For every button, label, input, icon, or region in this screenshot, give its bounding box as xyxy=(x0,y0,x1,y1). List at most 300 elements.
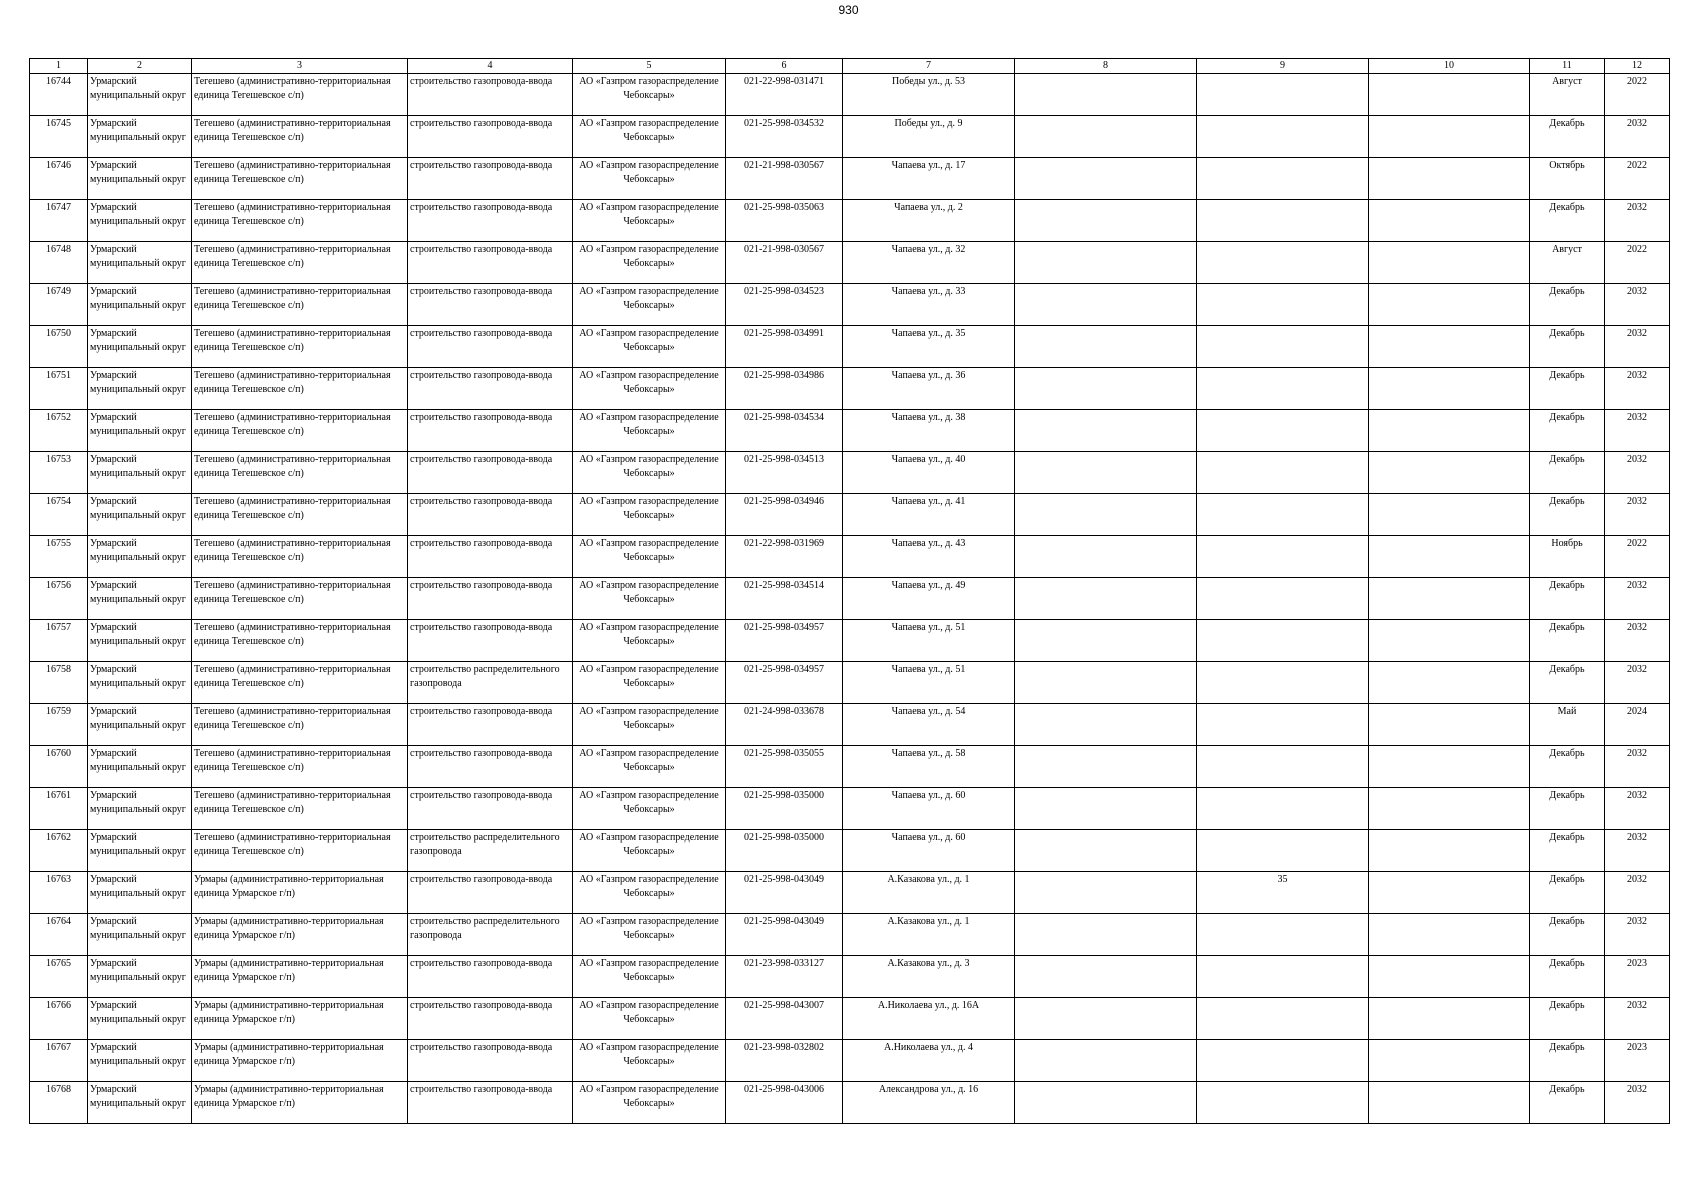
cell-col-10-text xyxy=(1371,200,1527,241)
cell-district-text: Урмарский муниципальный округ xyxy=(90,916,186,941)
cell-month xyxy=(1530,368,1605,410)
cell-record-id-text: 16767 xyxy=(46,1042,71,1053)
cell-settlement-text: Тегешево (административно-территориальная единица Тегешевское с/п) xyxy=(194,538,391,563)
cell-col-9-text xyxy=(1199,1082,1366,1123)
cell-settlement xyxy=(192,1082,408,1124)
cell-address-text: А.Николаева ул., д. 16А xyxy=(877,1000,980,1011)
cell-district xyxy=(88,788,192,830)
cell-year xyxy=(1605,662,1670,704)
cell-col-8-text xyxy=(1017,116,1194,157)
cell-col-10-text xyxy=(1371,74,1527,115)
cell-district xyxy=(88,368,192,410)
cell-col-10-text xyxy=(1371,620,1527,661)
column-header: 11 xyxy=(1530,59,1605,74)
cell-col-8 xyxy=(1015,74,1197,116)
cell-month xyxy=(1530,284,1605,326)
cell-month xyxy=(1530,494,1605,536)
cell-object-code xyxy=(726,158,843,200)
cell-district-text: Урмарский муниципальный округ xyxy=(90,664,186,689)
cell-record-id xyxy=(30,200,88,242)
cell-work-type xyxy=(408,200,573,242)
cell-organization xyxy=(573,410,726,452)
cell-month-text: Декабрь xyxy=(1549,454,1585,465)
cell-address-text: Чапаева ул., д. 2 xyxy=(894,202,963,213)
cell-record-id-text: 16744 xyxy=(46,76,71,87)
table-row xyxy=(30,1040,1670,1082)
cell-settlement-text: Тегешево (административно-территориальная единица Тегешевское с/п) xyxy=(194,202,391,227)
cell-object-code xyxy=(726,956,843,998)
cell-month-text: Декабрь xyxy=(1549,1084,1585,1095)
cell-record-id xyxy=(30,368,88,410)
cell-organization xyxy=(573,494,726,536)
cell-work-type-text: строительство газопровода-ввода xyxy=(410,202,553,213)
cell-month-text: Декабрь xyxy=(1549,790,1585,801)
cell-col-9 xyxy=(1197,578,1369,620)
cell-col-8-text xyxy=(1017,410,1194,451)
cell-col-8 xyxy=(1015,914,1197,956)
cell-col-10-text xyxy=(1371,914,1527,955)
cell-year-text: 2032 xyxy=(1627,748,1647,759)
table-row xyxy=(30,998,1670,1040)
cell-work-type-text: строительство газопровода-ввода xyxy=(410,958,553,969)
cell-month xyxy=(1530,788,1605,830)
cell-col-10-text xyxy=(1371,536,1527,577)
cell-col-9 xyxy=(1197,1082,1369,1124)
cell-col-9-text xyxy=(1199,536,1366,577)
column-header: 5 xyxy=(573,59,726,74)
cell-month-text: Декабрь xyxy=(1549,202,1585,213)
cell-district xyxy=(88,998,192,1040)
cell-settlement-text: Тегешево (административно-территориальная единица Тегешевское с/п) xyxy=(194,286,391,311)
cell-work-type xyxy=(408,284,573,326)
cell-col-9-text xyxy=(1199,998,1366,1039)
cell-district xyxy=(88,410,192,452)
cell-col-9-text xyxy=(1199,914,1366,955)
cell-district-text: Урмарский муниципальный округ xyxy=(90,958,186,983)
cell-month xyxy=(1530,998,1605,1040)
cell-col-9-text: 35 xyxy=(1277,874,1288,885)
cell-col-9 xyxy=(1197,452,1369,494)
cell-col-9-text xyxy=(1199,326,1366,367)
cell-record-id-text: 16760 xyxy=(46,748,71,759)
cell-col-8-text xyxy=(1017,998,1194,1039)
cell-district xyxy=(88,914,192,956)
cell-month xyxy=(1530,116,1605,158)
cell-col-8 xyxy=(1015,158,1197,200)
cell-organization-text: АО «Газпром газораспределение Чебоксары» xyxy=(579,538,719,563)
cell-work-type-text: строительство газопровода-ввода xyxy=(410,412,553,423)
cell-record-id-text: 16755 xyxy=(46,538,71,549)
cell-district xyxy=(88,200,192,242)
cell-address-text: Чапаева ул., д. 54 xyxy=(891,706,966,717)
cell-work-type-text: строительство распределительного газопровода xyxy=(410,916,560,941)
cell-col-9 xyxy=(1197,872,1369,914)
cell-year-text: 2032 xyxy=(1627,1084,1647,1095)
cell-work-type xyxy=(408,620,573,662)
cell-settlement-text: Тегешево (административно-территориальная единица Тегешевское с/п) xyxy=(194,664,391,689)
cell-record-id xyxy=(30,452,88,494)
cell-col-10-text xyxy=(1371,788,1527,829)
cell-year-text: 2032 xyxy=(1627,790,1647,801)
cell-work-type-text: строительство газопровода-ввода xyxy=(410,706,553,717)
column-header: 4 xyxy=(408,59,573,74)
cell-object-code xyxy=(726,410,843,452)
cell-month-text: Декабрь xyxy=(1549,874,1585,885)
cell-work-type-text: строительство газопровода-ввода xyxy=(410,370,553,381)
cell-record-id xyxy=(30,830,88,872)
cell-col-8-text xyxy=(1017,494,1194,535)
cell-object-code xyxy=(726,788,843,830)
cell-year xyxy=(1605,956,1670,998)
cell-record-id xyxy=(30,620,88,662)
cell-col-8-text xyxy=(1017,830,1194,871)
cell-year-text: 2032 xyxy=(1627,664,1647,675)
table-row xyxy=(30,746,1670,788)
column-number-row xyxy=(30,59,1670,74)
cell-col-8-text xyxy=(1017,620,1194,661)
cell-month xyxy=(1530,1040,1605,1082)
cell-settlement xyxy=(192,452,408,494)
cell-record-id xyxy=(30,326,88,368)
cell-district-text: Урмарский муниципальный округ xyxy=(90,790,186,815)
cell-col-9 xyxy=(1197,830,1369,872)
cell-object-code xyxy=(726,494,843,536)
cell-col-10 xyxy=(1369,1040,1530,1082)
cell-address xyxy=(843,200,1015,242)
cell-district-text: Урмарский муниципальный округ xyxy=(90,202,186,227)
cell-col-10 xyxy=(1369,284,1530,326)
cell-object-code xyxy=(726,578,843,620)
cell-address-text: Чапаева ул., д. 40 xyxy=(891,454,966,465)
table-row xyxy=(30,74,1670,116)
cell-record-id-text: 16756 xyxy=(46,580,71,591)
cell-work-type-text: строительство газопровода-ввода xyxy=(410,496,553,507)
cell-col-8-text xyxy=(1017,200,1194,241)
cell-month-text: Декабрь xyxy=(1549,1042,1585,1053)
cell-year xyxy=(1605,368,1670,410)
cell-work-type-text: строительство газопровода-ввода xyxy=(410,118,553,129)
cell-district xyxy=(88,662,192,704)
cell-col-9-text xyxy=(1199,788,1366,829)
cell-col-9-text xyxy=(1199,578,1366,619)
page-number: 930 xyxy=(838,3,859,17)
cell-work-type-text: строительство газопровода-ввода xyxy=(410,1000,553,1011)
cell-organization-text: АО «Газпром газораспределение Чебоксары» xyxy=(579,958,719,983)
table-row xyxy=(30,242,1670,284)
cell-settlement-text: Тегешево (административно-территориальная единица Тегешевское с/п) xyxy=(194,370,391,395)
cell-work-type xyxy=(408,578,573,620)
cell-col-9 xyxy=(1197,914,1369,956)
cell-col-10-text xyxy=(1371,494,1527,535)
cell-district-text: Урмарский муниципальный округ xyxy=(90,622,186,647)
cell-col-8 xyxy=(1015,200,1197,242)
cell-col-8 xyxy=(1015,746,1197,788)
table-row xyxy=(30,116,1670,158)
cell-organization xyxy=(573,452,726,494)
cell-object-code xyxy=(726,620,843,662)
cell-object-code xyxy=(726,200,843,242)
cell-col-8-text xyxy=(1017,536,1194,577)
cell-month-text: Декабрь xyxy=(1549,412,1585,423)
cell-year xyxy=(1605,536,1670,578)
cell-district xyxy=(88,494,192,536)
cell-month-text: Декабрь xyxy=(1549,1000,1585,1011)
cell-object-code xyxy=(726,746,843,788)
cell-col-9-text xyxy=(1199,452,1366,493)
cell-col-9-text xyxy=(1199,242,1366,283)
table-row xyxy=(30,536,1670,578)
cell-district xyxy=(88,326,192,368)
cell-settlement xyxy=(192,704,408,746)
cell-year xyxy=(1605,74,1670,116)
cell-month-text: Декабрь xyxy=(1549,496,1585,507)
cell-district-text: Урмарский муниципальный округ xyxy=(90,328,186,353)
cell-settlement-text: Тегешево (административно-территориальная единица Тегешевское с/п) xyxy=(194,832,391,857)
cell-object-code-text: 021-22-998-031471 xyxy=(744,76,824,87)
cell-col-10-text xyxy=(1371,452,1527,493)
cell-work-type xyxy=(408,788,573,830)
cell-month-text: Декабрь xyxy=(1549,580,1585,591)
cell-col-8-text xyxy=(1017,368,1194,409)
cell-address-text: Чапаева ул., д. 51 xyxy=(891,622,966,633)
cell-month-text: Декабрь xyxy=(1549,958,1585,969)
cell-col-8-text xyxy=(1017,242,1194,283)
cell-year-text: 2032 xyxy=(1627,874,1647,885)
cell-district-text: Урмарский муниципальный округ xyxy=(90,832,186,857)
cell-col-10-text xyxy=(1371,116,1527,157)
column-header: 7 xyxy=(843,59,1015,74)
cell-address xyxy=(843,1040,1015,1082)
cell-month-text: Декабрь xyxy=(1549,286,1585,297)
cell-district xyxy=(88,74,192,116)
cell-col-9 xyxy=(1197,536,1369,578)
table-row xyxy=(30,284,1670,326)
cell-object-code-text: 021-25-998-034513 xyxy=(744,454,824,465)
cell-object-code-text: 021-25-998-035000 xyxy=(744,832,824,843)
cell-address xyxy=(843,998,1015,1040)
cell-year-text: 2032 xyxy=(1627,832,1647,843)
cell-col-8 xyxy=(1015,536,1197,578)
cell-address-text: А.Казакова ул., д. 1 xyxy=(887,874,970,885)
cell-col-10 xyxy=(1369,494,1530,536)
cell-address xyxy=(843,536,1015,578)
cell-year xyxy=(1605,452,1670,494)
cell-organization xyxy=(573,704,726,746)
cell-district xyxy=(88,536,192,578)
cell-address-text: Чапаева ул., д. 60 xyxy=(891,790,966,801)
cell-work-type xyxy=(408,368,573,410)
cell-year-text: 2032 xyxy=(1627,286,1647,297)
cell-settlement xyxy=(192,662,408,704)
cell-month xyxy=(1530,452,1605,494)
cell-month xyxy=(1530,746,1605,788)
cell-record-id xyxy=(30,956,88,998)
cell-col-10-text xyxy=(1371,872,1527,913)
cell-col-10-text xyxy=(1371,368,1527,409)
cell-year xyxy=(1605,494,1670,536)
cell-record-id-text: 16747 xyxy=(46,202,71,213)
column-header: 6 xyxy=(726,59,843,74)
cell-organization xyxy=(573,998,726,1040)
cell-year-text: 2022 xyxy=(1627,244,1647,255)
cell-work-type xyxy=(408,1040,573,1082)
cell-record-id xyxy=(30,872,88,914)
cell-col-8 xyxy=(1015,1082,1197,1124)
cell-address-text: Чапаева ул., д. 58 xyxy=(891,748,966,759)
cell-district xyxy=(88,620,192,662)
cell-month xyxy=(1530,620,1605,662)
cell-year xyxy=(1605,914,1670,956)
cell-work-type xyxy=(408,1082,573,1124)
cell-record-id xyxy=(30,746,88,788)
cell-col-8-text xyxy=(1017,158,1194,199)
cell-district-text: Урмарский муниципальный округ xyxy=(90,412,186,437)
cell-object-code-text: 021-25-998-035055 xyxy=(744,748,824,759)
cell-settlement-text: Тегешево (административно-территориальная единица Тегешевское с/п) xyxy=(194,412,391,437)
cell-settlement xyxy=(192,536,408,578)
cell-settlement xyxy=(192,1040,408,1082)
cell-record-id xyxy=(30,284,88,326)
cell-year xyxy=(1605,284,1670,326)
cell-year-text: 2032 xyxy=(1627,412,1647,423)
cell-address-text: Чапаева ул., д. 60 xyxy=(891,832,966,843)
cell-organization-text: АО «Газпром газораспределение Чебоксары» xyxy=(579,286,719,311)
cell-settlement xyxy=(192,830,408,872)
cell-month xyxy=(1530,410,1605,452)
cell-col-8-text xyxy=(1017,452,1194,493)
cell-work-type xyxy=(408,494,573,536)
cell-address-text: Чапаева ул., д. 36 xyxy=(891,370,966,381)
cell-object-code xyxy=(726,242,843,284)
cell-month xyxy=(1530,704,1605,746)
cell-address xyxy=(843,284,1015,326)
cell-month-text: Декабрь xyxy=(1549,748,1585,759)
cell-organization-text: АО «Газпром газораспределение Чебоксары» xyxy=(579,664,719,689)
cell-organization xyxy=(573,872,726,914)
cell-record-id xyxy=(30,536,88,578)
table-row xyxy=(30,368,1670,410)
cell-col-8-text xyxy=(1017,788,1194,829)
cell-organization-text: АО «Газпром газораспределение Чебоксары» xyxy=(579,874,719,899)
cell-col-10 xyxy=(1369,326,1530,368)
cell-work-type xyxy=(408,872,573,914)
cell-col-9-text xyxy=(1199,410,1366,451)
cell-record-id-text: 16752 xyxy=(46,412,71,423)
cell-year xyxy=(1605,326,1670,368)
cell-object-code xyxy=(726,704,843,746)
cell-address-text: Чапаева ул., д. 33 xyxy=(891,286,966,297)
cell-work-type-text: строительство газопровода-ввода xyxy=(410,1042,553,1053)
cell-record-id-text: 16765 xyxy=(46,958,71,969)
cell-organization xyxy=(573,620,726,662)
cell-settlement-text: Тегешево (административно-территориальная единица Тегешевское с/п) xyxy=(194,328,391,353)
cell-col-10-text xyxy=(1371,956,1527,997)
cell-object-code xyxy=(726,872,843,914)
cell-month-text: Август xyxy=(1552,76,1582,87)
cell-col-9 xyxy=(1197,494,1369,536)
cell-district-text: Урмарский муниципальный округ xyxy=(90,496,186,521)
cell-year-text: 2022 xyxy=(1627,538,1647,549)
cell-work-type-text: строительство газопровода-ввода xyxy=(410,580,553,591)
cell-district-text: Урмарский муниципальный округ xyxy=(90,244,186,269)
cell-address-text: Чапаева ул., д. 49 xyxy=(891,580,966,591)
cell-object-code xyxy=(726,830,843,872)
cell-col-10-text xyxy=(1371,326,1527,367)
cell-district-text: Урмарский муниципальный округ xyxy=(90,1042,186,1067)
cell-organization xyxy=(573,284,726,326)
cell-object-code-text: 021-25-998-035063 xyxy=(744,202,824,213)
cell-col-8 xyxy=(1015,368,1197,410)
cell-col-9-text xyxy=(1199,116,1366,157)
cell-month xyxy=(1530,914,1605,956)
cell-year xyxy=(1605,200,1670,242)
cell-year xyxy=(1605,1040,1670,1082)
cell-record-id-text: 16751 xyxy=(46,370,71,381)
cell-col-10 xyxy=(1369,74,1530,116)
cell-col-9-text xyxy=(1199,368,1366,409)
table-row xyxy=(30,914,1670,956)
cell-record-id-text: 16746 xyxy=(46,160,71,171)
cell-col-9-text xyxy=(1199,830,1366,871)
table-row xyxy=(30,788,1670,830)
cell-settlement xyxy=(192,956,408,998)
cell-settlement-text: Тегешево (административно-территориальная единица Тегешевское с/п) xyxy=(194,160,391,185)
cell-object-code-text: 021-25-998-043006 xyxy=(744,1084,824,1095)
cell-address-text: Победы ул., д. 53 xyxy=(892,76,965,87)
cell-address-text: Чапаева ул., д. 32 xyxy=(891,244,966,255)
cell-year-text: 2023 xyxy=(1627,958,1647,969)
cell-work-type xyxy=(408,74,573,116)
column-header: 3 xyxy=(192,59,408,74)
cell-col-9-text xyxy=(1199,494,1366,535)
cell-col-9-text xyxy=(1199,284,1366,325)
cell-record-id xyxy=(30,578,88,620)
cell-col-10 xyxy=(1369,788,1530,830)
cell-address xyxy=(843,914,1015,956)
cell-settlement xyxy=(192,242,408,284)
cell-work-type xyxy=(408,746,573,788)
cell-record-id-text: 16764 xyxy=(46,916,71,927)
cell-record-id xyxy=(30,74,88,116)
cell-col-10-text xyxy=(1371,578,1527,619)
cell-col-8 xyxy=(1015,788,1197,830)
cell-organization xyxy=(573,1082,726,1124)
cell-address-text: Чапаева ул., д. 43 xyxy=(891,538,966,549)
cell-year xyxy=(1605,620,1670,662)
cell-month-text: Декабрь xyxy=(1549,118,1585,129)
cell-settlement xyxy=(192,326,408,368)
cell-district xyxy=(88,1082,192,1124)
cell-settlement-text: Тегешево (административно-территориальная единица Тегешевское с/п) xyxy=(194,454,391,479)
cell-organization xyxy=(573,746,726,788)
table-row xyxy=(30,662,1670,704)
cell-year xyxy=(1605,746,1670,788)
cell-col-9 xyxy=(1197,368,1369,410)
cell-month xyxy=(1530,956,1605,998)
cell-month-text: Август xyxy=(1552,244,1582,255)
table-row xyxy=(30,830,1670,872)
cell-object-code-text: 021-23-998-033127 xyxy=(744,958,824,969)
cell-settlement-text: Тегешево (административно-территориальная единица Тегешевское с/п) xyxy=(194,748,391,773)
cell-month-text: Декабрь xyxy=(1549,370,1585,381)
cell-settlement xyxy=(192,914,408,956)
cell-settlement xyxy=(192,998,408,1040)
cell-record-id xyxy=(30,410,88,452)
cell-col-8-text xyxy=(1017,662,1194,703)
cell-year xyxy=(1605,998,1670,1040)
cell-organization-text: АО «Газпром газораспределение Чебоксары» xyxy=(579,790,719,815)
cell-col-9 xyxy=(1197,74,1369,116)
